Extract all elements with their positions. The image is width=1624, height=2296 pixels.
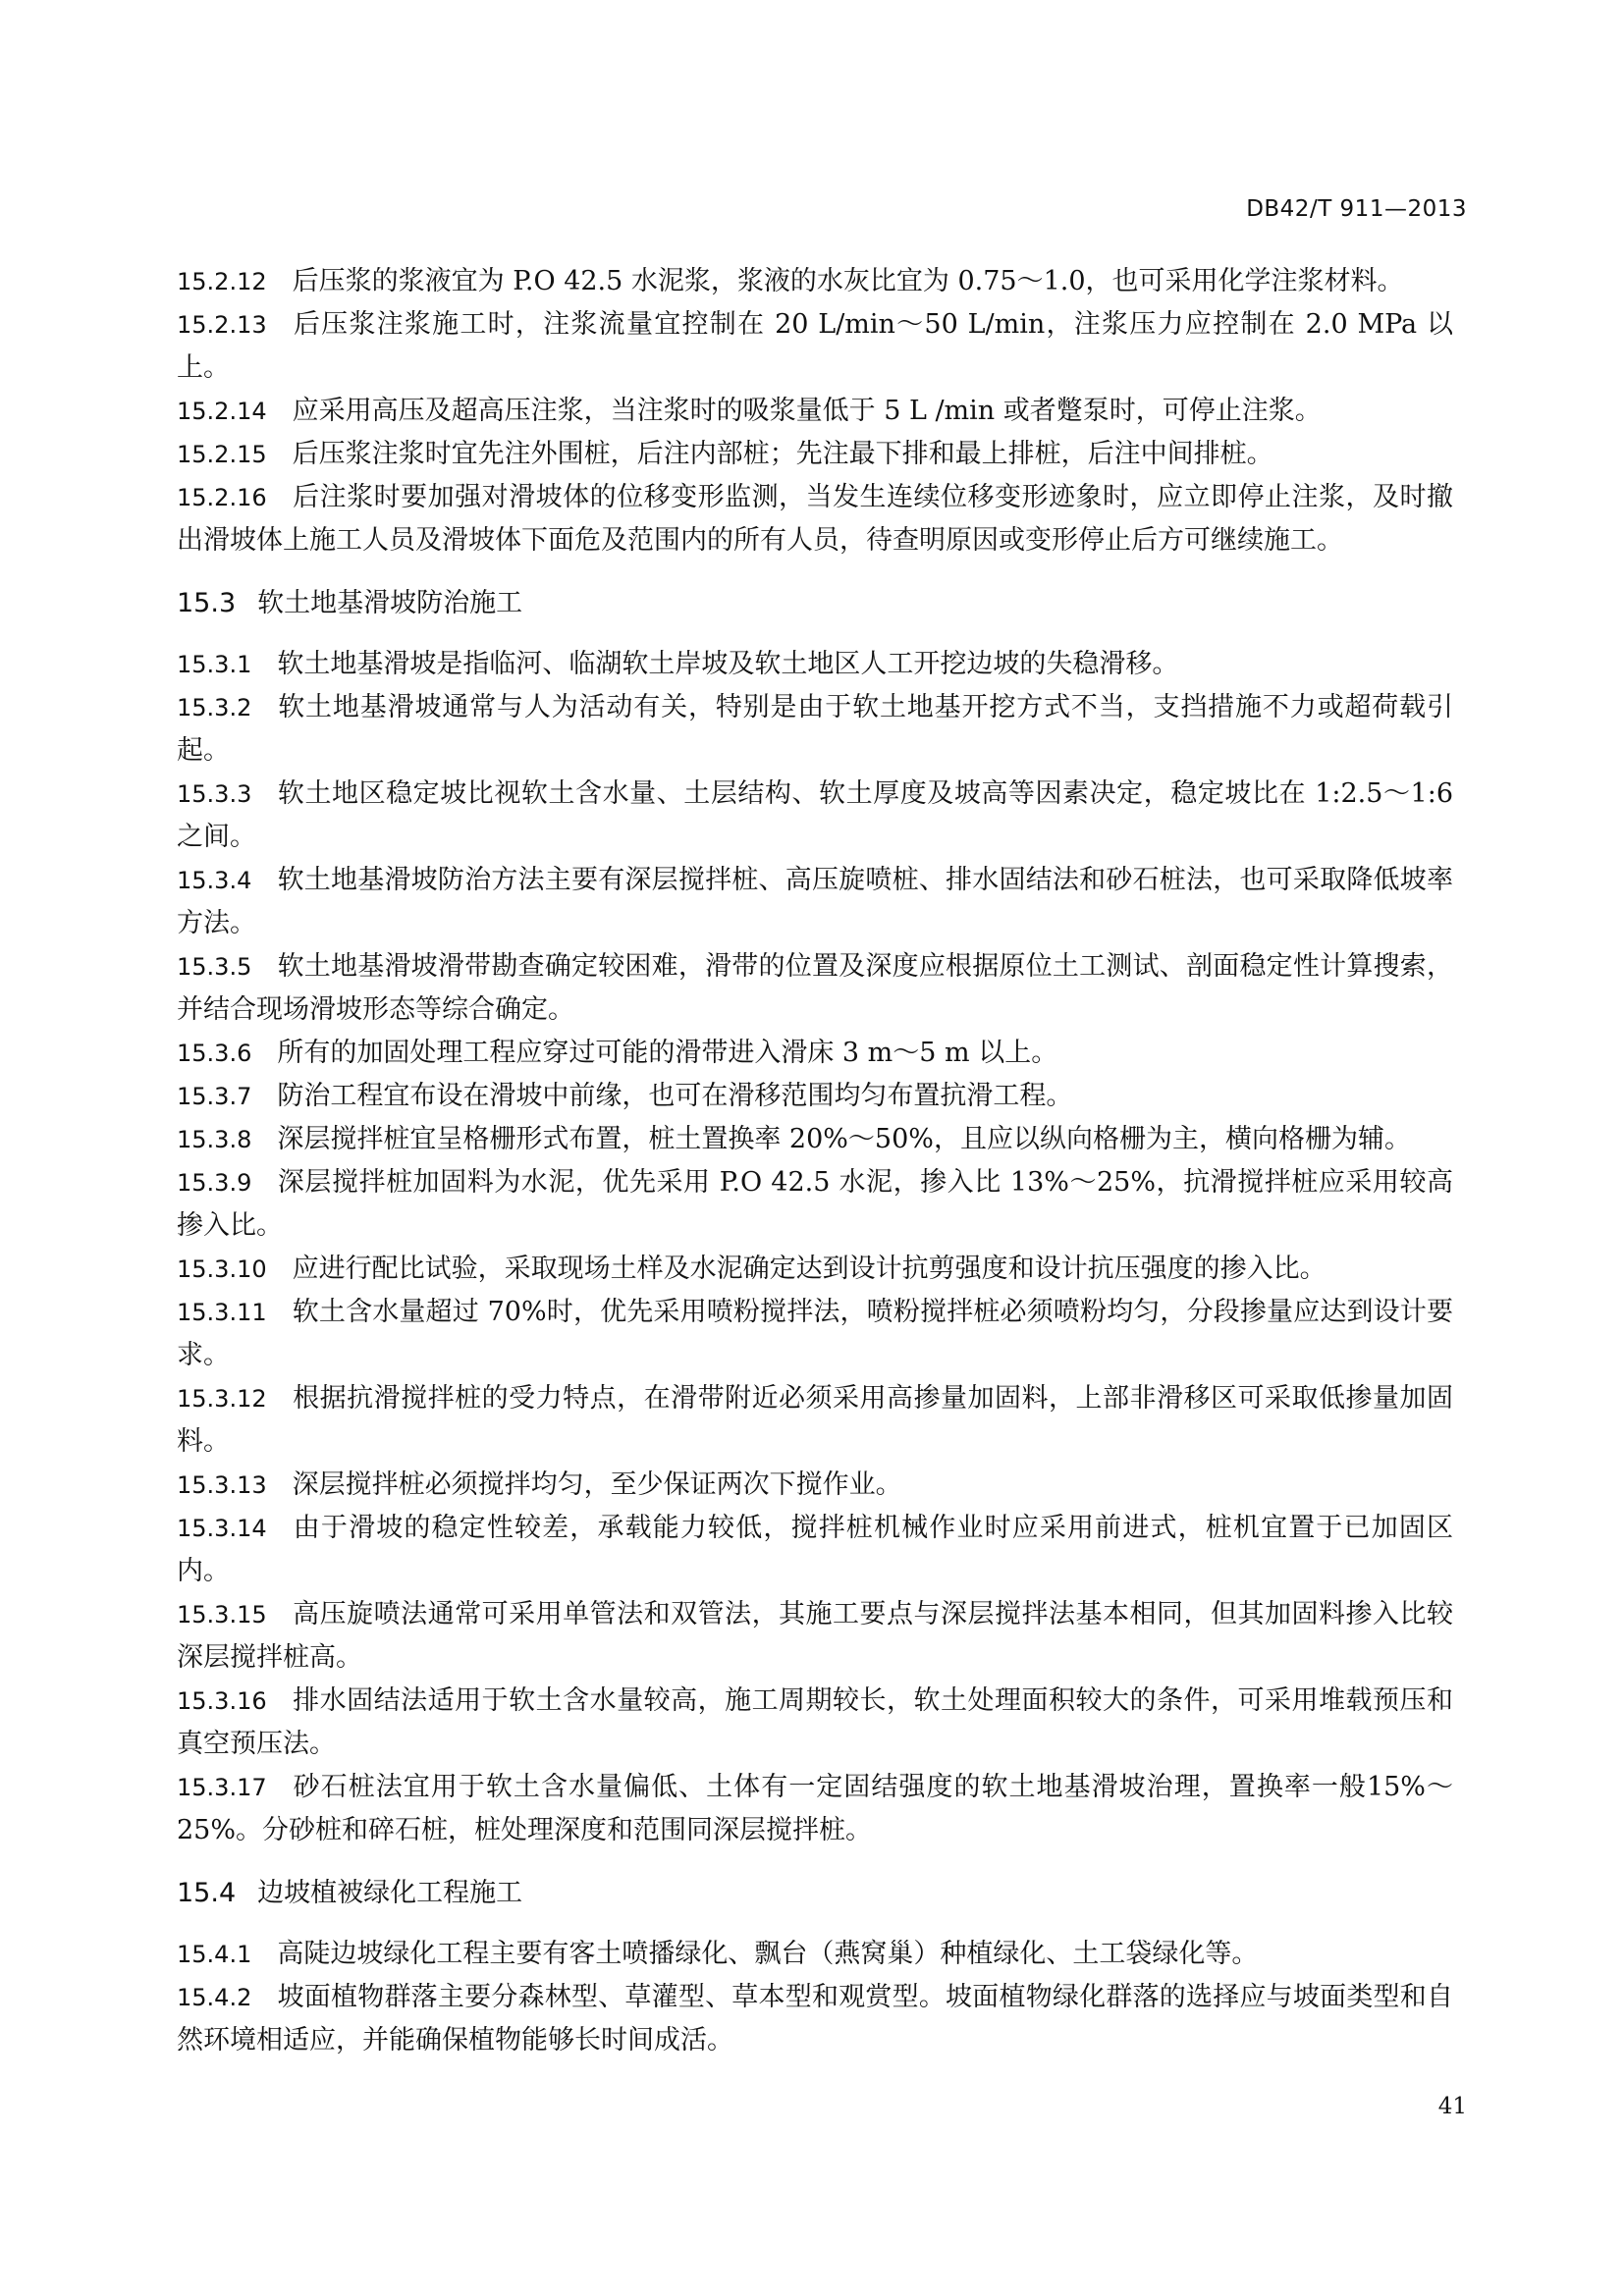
clause xyxy=(177,1680,1453,1766)
clause xyxy=(177,773,1453,859)
page-number: 41 xyxy=(1437,2094,1467,2119)
clause-text: 软土地区稳定坡比视软土含水量、土层结构、软土厚度及坡高等因素决定，稳定坡比在 1:2.5～1:6 之间。 xyxy=(177,778,1453,852)
clause-number: 15.3.14 xyxy=(177,1515,267,1542)
clause xyxy=(177,433,1453,476)
document-body xyxy=(177,260,1453,2062)
clause xyxy=(177,1507,1453,1593)
clause-text: 防治工程宜布设在滑坡中前缘，也可在滑移范围均匀布置抗滑工程。 xyxy=(277,1081,1073,1111)
clause-text: 软土地基滑坡是指临河、临湖软土岸坡及软土地区人工开挖边坡的失稳滑移。 xyxy=(277,649,1179,679)
clause-text: 砂石桩法宜用于软土含水量偏低、土体有一定固结强度的软土地基滑坡治理，置换率一般15%～25%。分砂桩和碎石桩，桩处理深度和范围同深层搅拌桩。 xyxy=(177,1772,1453,1845)
clause-text: 软土含水量超过 70%时，优先采用喷粉搅拌法，喷粉搅拌桩必须喷粉均匀，分段掺量应达到设计要求。 xyxy=(177,1297,1453,1370)
clause xyxy=(177,1075,1453,1118)
clause-text: 深层搅拌桩必须搅拌均匀，至少保证两次下搅作业。 xyxy=(292,1469,902,1500)
clause-number: 15.3.17 xyxy=(177,1774,267,1801)
clause xyxy=(177,1248,1453,1291)
clause xyxy=(177,643,1453,686)
clause-text: 所有的加固处理工程应穿过可能的滑带进入滑床 3 m～5 m 以上。 xyxy=(277,1038,1058,1068)
clause-number: 15.2.14 xyxy=(177,398,267,425)
clause-number: 15.3.8 xyxy=(177,1126,252,1153)
clause-text: 高压旋喷法通常可采用单管法和双管法，其施工要点与深层搅拌法基本相同，但其加固料掺入比较深层搅拌桩高。 xyxy=(177,1599,1453,1673)
section-heading xyxy=(177,1872,1453,1915)
clause-number: 15.3.16 xyxy=(177,1687,267,1715)
clause-text: 高陡边坡绿化工程主要有客土喷播绿化、飘台（燕窝巢）种植绿化、土工袋绿化等。 xyxy=(277,1939,1259,1969)
clause-text: 软土地基滑坡滑带勘查确定较困难，滑带的位置及深度应根据原位土工测试、剖面稳定性计算搜索，并结合现场滑坡形态等综合确定。 xyxy=(177,951,1453,1025)
clause xyxy=(177,1593,1453,1680)
clause xyxy=(177,859,1453,945)
clause-number: 15.3.13 xyxy=(177,1471,267,1499)
clause-number: 15.3.2 xyxy=(177,694,252,721)
section-number: 15.4 xyxy=(177,1878,237,1908)
section-heading xyxy=(177,582,1453,625)
clause xyxy=(177,1933,1453,1976)
clause-number: 15.4.1 xyxy=(177,1941,252,1968)
clause xyxy=(177,476,1453,562)
clause xyxy=(177,1766,1453,1852)
clause-number: 15.3.11 xyxy=(177,1299,267,1326)
clause-text: 软土地基滑坡通常与人为活动有关，特别是由于软土地基开挖方式不当，支挡措施不力或超荷载引起。 xyxy=(177,692,1453,766)
clause-number: 15.3.5 xyxy=(177,953,252,981)
clause-text: 软土地基滑坡防治方法主要有深层搅拌桩、高压旋喷桩、排水固结法和砂石桩法，也可采取降低坡率方法。 xyxy=(177,865,1453,938)
clause-number: 15.3.6 xyxy=(177,1040,252,1067)
clause-text: 后压浆注浆时宜先注外围桩，后注内部桩；先注最下排和最上排桩，后注中间排桩。 xyxy=(292,439,1273,469)
clause xyxy=(177,686,1453,773)
clause-number: 15.3.4 xyxy=(177,867,252,894)
clause-text: 由于滑坡的稳定性较差，承载能力较低，搅拌桩机械作业时应采用前进式，桩机宜置于已加固区内。 xyxy=(177,1513,1453,1586)
clause-number: 15.2.13 xyxy=(177,311,267,339)
clause xyxy=(177,1976,1453,2062)
clause-number: 15.3.12 xyxy=(177,1385,267,1413)
clause-number: 15.3.9 xyxy=(177,1169,252,1197)
clause-text: 坡面植物群落主要分森林型、草灌型、草本型和观赏型。坡面植物绿化群落的选择应与坡面类型和自然环境相适应，并能确保植物能够长时间成活。 xyxy=(177,1982,1453,2056)
section-title: 边坡植被绿化工程施工 xyxy=(257,1878,523,1908)
clause-number: 15.2.16 xyxy=(177,484,267,511)
clause xyxy=(177,303,1453,390)
clause xyxy=(177,1291,1453,1377)
clause xyxy=(177,1377,1453,1464)
document-code: DB42/T 911—2013 xyxy=(1246,196,1467,222)
clause xyxy=(177,390,1453,433)
clause-text: 应采用高压及超高压注浆，当注浆时的吸浆量低于 5 L /min 或者蹩泵时，可停止注浆。 xyxy=(292,396,1322,426)
clause-text: 后压浆的浆液宜为 P.O 42.5 水泥浆，浆液的水灰比宜为 0.75～1.0，也可采用化学注浆材料。 xyxy=(292,266,1404,296)
clause xyxy=(177,260,1453,303)
clause xyxy=(177,1161,1453,1248)
clause-number: 15.2.12 xyxy=(177,268,267,295)
clause-number: 15.3.10 xyxy=(177,1255,267,1283)
clause-number: 15.3.1 xyxy=(177,651,252,678)
clause xyxy=(177,1032,1453,1075)
clause xyxy=(177,945,1453,1032)
clause xyxy=(177,1464,1453,1507)
clause-text: 排水固结法适用于软土含水量较高，施工周期较长，软土处理面积较大的条件，可采用堆载预压和真空预压法。 xyxy=(177,1685,1453,1759)
clause-number: 15.3.7 xyxy=(177,1083,252,1110)
clause-text: 深层搅拌桩宜呈格栅形式布置，桩土置换率 20%～50%，且应以纵向格栅为主，横向格栅为辅。 xyxy=(277,1124,1411,1154)
clause-number: 15.3.3 xyxy=(177,780,252,808)
clause-text: 应进行配比试验，采取现场土样及水泥确定达到设计抗剪强度和设计抗压强度的掺入比。 xyxy=(292,1254,1326,1284)
clause-number: 15.3.15 xyxy=(177,1601,267,1629)
clause-text: 后注浆时要加强对滑坡体的位移变形监测，当发生连续位移变形迹象时，应立即停止注浆，及时撤出滑坡体上施工人员及滑坡体下面危及范围内的所有人员，待查明原因或变形停止后方可继续施工。 xyxy=(177,482,1453,556)
clause-text: 后压浆注浆施工时，注浆流量宜控制在 20 L/min～50 L/min，注浆压力应控制在 2.0 MPa 以上。 xyxy=(177,309,1453,383)
clause-text: 根据抗滑搅拌桩的受力特点，在滑带附近必须采用高掺量加固料，上部非滑移区可采取低掺量加固料。 xyxy=(177,1383,1453,1457)
section-title: 软土地基滑坡防治施工 xyxy=(257,588,523,618)
clause xyxy=(177,1118,1453,1161)
section-number: 15.3 xyxy=(177,588,237,618)
clause-text: 深层搅拌桩加固料为水泥，优先采用 P.O 42.5 水泥，掺入比 13%～25%，抗滑搅拌桩应采用较高掺入比。 xyxy=(177,1167,1453,1241)
clause-number: 15.4.2 xyxy=(177,1984,252,2011)
clause-number: 15.2.15 xyxy=(177,441,267,468)
